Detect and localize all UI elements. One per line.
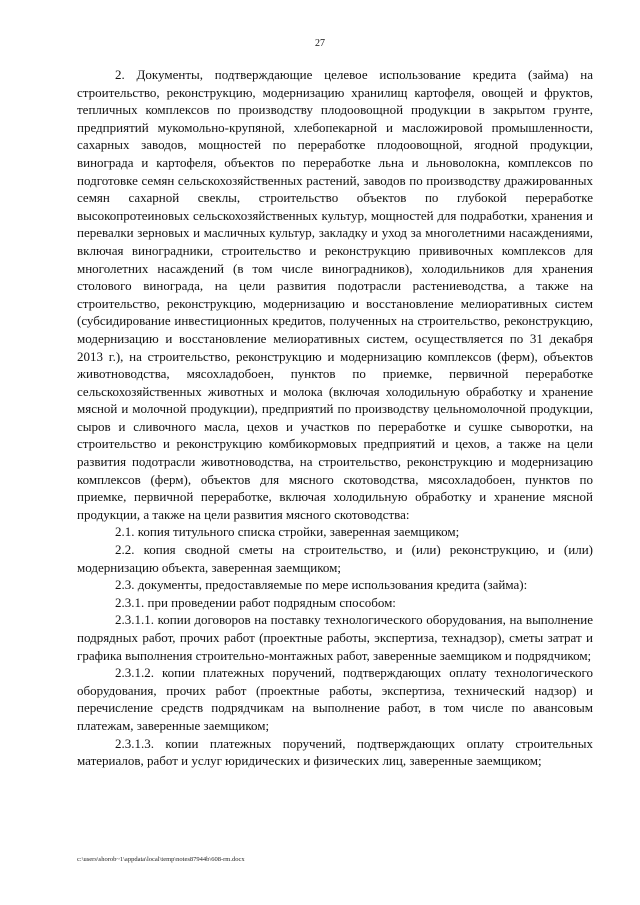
paragraph-2-2: 2.2. копия сводной сметы на строительство, и (или) реконструкцию, и (или) модернизацию объекта, заверенная заемщиком; xyxy=(77,542,593,575)
document-body xyxy=(77,66,593,770)
paragraph-2: 2. Документы, подтверждающие целевое использование кредита (займа) на строительство, реконструкцию, модернизацию хранилищ картофеля, овощей и фруктов, тепличных комплексов по производству плодоовощной продукции в закрытом грунте, предприятий мукомольно-крупяной, хлебопекарной и масложировой промышленности, сахарных заводов, мощностей по переработке плодоовощной, ягодной продукции, винограда и картофеля, объектов по переработке льна и льноволокна, комплексов по подготовке семян сельскохозяйственных растений, заводов по производству дражированных семян сахарной свеклы, строительство объектов по глубокой переработке высокопротеиновых сельскохозяйственных культур, мощностей для подработки, хранения и перевалки зерновых и масличных культур, закладку и уход за многолетними насаждениями, включая виноградники, строительство и реконструкцию прививочных комплексов для многолетних насаждений (в том числе виноградников), холодильников для хранения столового винограда, на цели развития подотрасли растениеводства, а также на строительство, реконструкцию, модернизацию и восстановление мелиоративных систем (субсидирование инвестиционных кредитов, полученных на строительство, реконструкцию, модернизацию и восстановление мелиоративных систем, осуществляется по 31 декабря 2013 г.), на строительство, реконструкцию и модернизацию комплексов (ферм), объектов животноводства, мясохладобоен, пунктов по приемке, первичной переработке сельскохозяйственных животных и молока (включая холодильную обработку и хранение мясной и молочной продукции), предприятий по производству цельномолочной продукции, сыров и сливочного масла, цехов и участков по переработке и сушке сыворотки, на строительство и реконструкцию комбикормовых предприятий и цехов, а также на цели развития подотрасли животноводства, на строительство, реконструкцию и модернизацию комплексов (ферм), объектов для мясного скотоводства, мясохладобоен, пунктов по приемке, первичной переработке, включая холодильную обработку и хранение мясной продукции, а также на цели развития мясного скотоводства: xyxy=(77,67,593,522)
paragraph-2-3-1: 2.3.1. при проведении работ подрядным способом: xyxy=(115,594,396,610)
paragraph-2-3-1-1: 2.3.1.1. копии договоров на поставку технологического оборудования, на выполнение подрядных работ, прочих работ (проектные работы, экспертиза, технадзор), сметы затрат и графика выполнения строительно-монтажных работ, заверенные заемщиком и подрядчиком; xyxy=(77,612,593,663)
paragraph-2-1: 2.1. копия титульного списка стройки, заверенная заемщиком; xyxy=(115,524,460,540)
footer-file-path: c:\users\shorob~1\appdata\local\temp\notes87944b\608-rm.docx xyxy=(77,856,245,863)
paragraph-2-3: 2.3. документы, предоставляемые по мере использования кредита (займа): xyxy=(115,577,528,593)
page-number: 27 xyxy=(315,38,325,49)
paragraph-2-3-1-3: 2.3.1.3. копии платежных поручений, подтверждающих оплату строительных материалов, работ и услуг юридических и физических лиц, заверенные заемщиком; xyxy=(77,735,593,769)
paragraph-2-3-1-2: 2.3.1.2. копии платежных поручений, подтверждающих оплату технологического оборудования, прочих работ (проектные работы, экспертиза, технический надзор) и перечисление средств подрядчикам на выполнение работ, в том числе по авансовым платежам, заверенные заемщиком; xyxy=(77,665,593,733)
